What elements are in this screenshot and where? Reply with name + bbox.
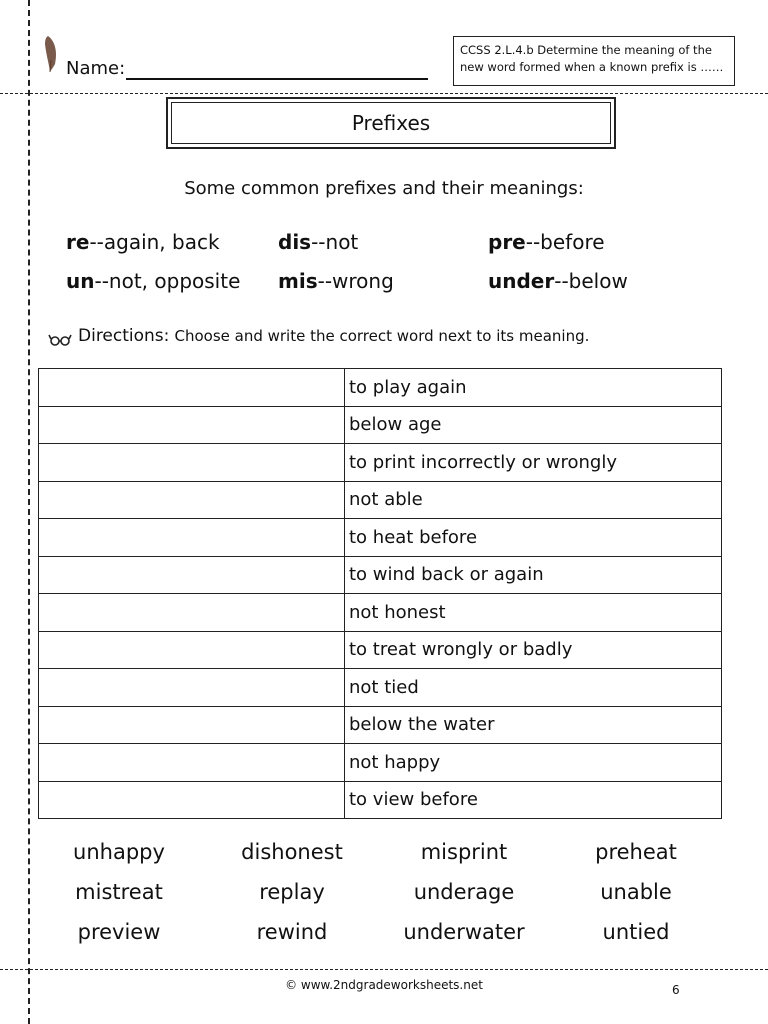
prefix-term: dis [278, 230, 312, 254]
answer-table [38, 368, 722, 819]
table-row [39, 706, 722, 744]
table-row [39, 406, 722, 444]
prefix-meaning: --below [554, 269, 628, 293]
feather-icon [42, 34, 62, 74]
prefix-term: under [488, 269, 555, 293]
table-row [39, 369, 722, 407]
answer-cell[interactable] [39, 594, 345, 632]
answer-cell[interactable] [39, 406, 345, 444]
answer-cell[interactable] [39, 744, 345, 782]
prefix-item [488, 269, 628, 293]
answer-cell[interactable] [39, 444, 345, 482]
table-row [39, 744, 722, 782]
answer-cell[interactable] [39, 669, 345, 707]
subtitle: Some common prefixes and their meanings: [184, 178, 584, 199]
title-box [166, 97, 616, 149]
meaning-cell: to view before [345, 781, 722, 819]
prefix-term: re [66, 230, 90, 254]
word-bank-item: untied [602, 920, 670, 944]
meaning-cell: below age [345, 406, 722, 444]
answer-cell[interactable] [39, 369, 345, 407]
cut-line-bottom [0, 969, 768, 970]
word-bank-item: preheat [595, 840, 677, 864]
table-row [39, 481, 722, 519]
name-label: Name: [66, 58, 126, 79]
meaning-cell: to wind back or again [345, 556, 722, 594]
directions-text: Choose and write the correct word next to its meaning. [174, 327, 590, 345]
cut-line-top [0, 93, 768, 94]
prefix-item [488, 230, 605, 254]
meaning-cell: not tied [345, 669, 722, 707]
answer-cell[interactable] [39, 631, 345, 669]
prefix-item [278, 230, 358, 254]
word-bank-item: mistreat [75, 880, 163, 904]
prefix-meaning: --not [311, 230, 359, 254]
meaning-cell: below the water [345, 706, 722, 744]
glasses-icon [48, 333, 72, 347]
meaning-cell: to heat before [345, 519, 722, 557]
prefix-meaning: --before [525, 230, 605, 254]
meaning-cell: not able [345, 481, 722, 519]
meaning-cell: to treat wrongly or badly [345, 631, 722, 669]
table-row [39, 444, 722, 482]
prefix-term: pre [488, 230, 526, 254]
prefix-item [278, 269, 394, 293]
name-write-line[interactable] [126, 78, 428, 80]
table-row [39, 669, 722, 707]
copyright: © www.2ndgradeworksheets.net [285, 978, 483, 992]
meaning-cell: not happy [345, 744, 722, 782]
word-bank-item: underwater [403, 920, 525, 944]
prefix-meaning: --again, back [89, 230, 220, 254]
directions-label: Directions: [78, 326, 170, 346]
prefix-item [66, 230, 220, 254]
prefix-meaning: --wrong [317, 269, 394, 293]
directions [78, 326, 589, 346]
table-row [39, 519, 722, 557]
table-row [39, 594, 722, 632]
word-bank-item: underage [413, 880, 515, 904]
answer-cell[interactable] [39, 781, 345, 819]
answer-cell[interactable] [39, 481, 345, 519]
page-number: 6 [672, 983, 680, 997]
answer-cell[interactable] [39, 556, 345, 594]
answer-cell[interactable] [39, 706, 345, 744]
table-row [39, 556, 722, 594]
cut-line-vertical [28, 0, 30, 1024]
word-bank-item: unable [600, 880, 672, 904]
table-row [39, 781, 722, 819]
prefix-term: mis [278, 269, 318, 293]
standard-box: CCSS 2.L.4.b Determine the meaning of the new word formed when a known prefix is …… [453, 36, 735, 86]
table-row [39, 631, 722, 669]
prefix-meaning: --not, opposite [94, 269, 241, 293]
prefix-term: un [66, 269, 95, 293]
meaning-cell: to print incorrectly or wrongly [345, 444, 722, 482]
meaning-cell: not honest [345, 594, 722, 632]
word-bank-item: rewind [256, 920, 328, 944]
page-title: Prefixes [171, 102, 611, 144]
answer-cell[interactable] [39, 519, 345, 557]
word-bank-item: preview [77, 920, 161, 944]
word-bank-item: unhappy [73, 840, 165, 864]
meaning-cell: to play again [345, 369, 722, 407]
word-bank-item: dishonest [241, 840, 343, 864]
word-bank-item: replay [259, 880, 325, 904]
prefix-item [66, 269, 240, 293]
word-bank-item: misprint [420, 840, 508, 864]
